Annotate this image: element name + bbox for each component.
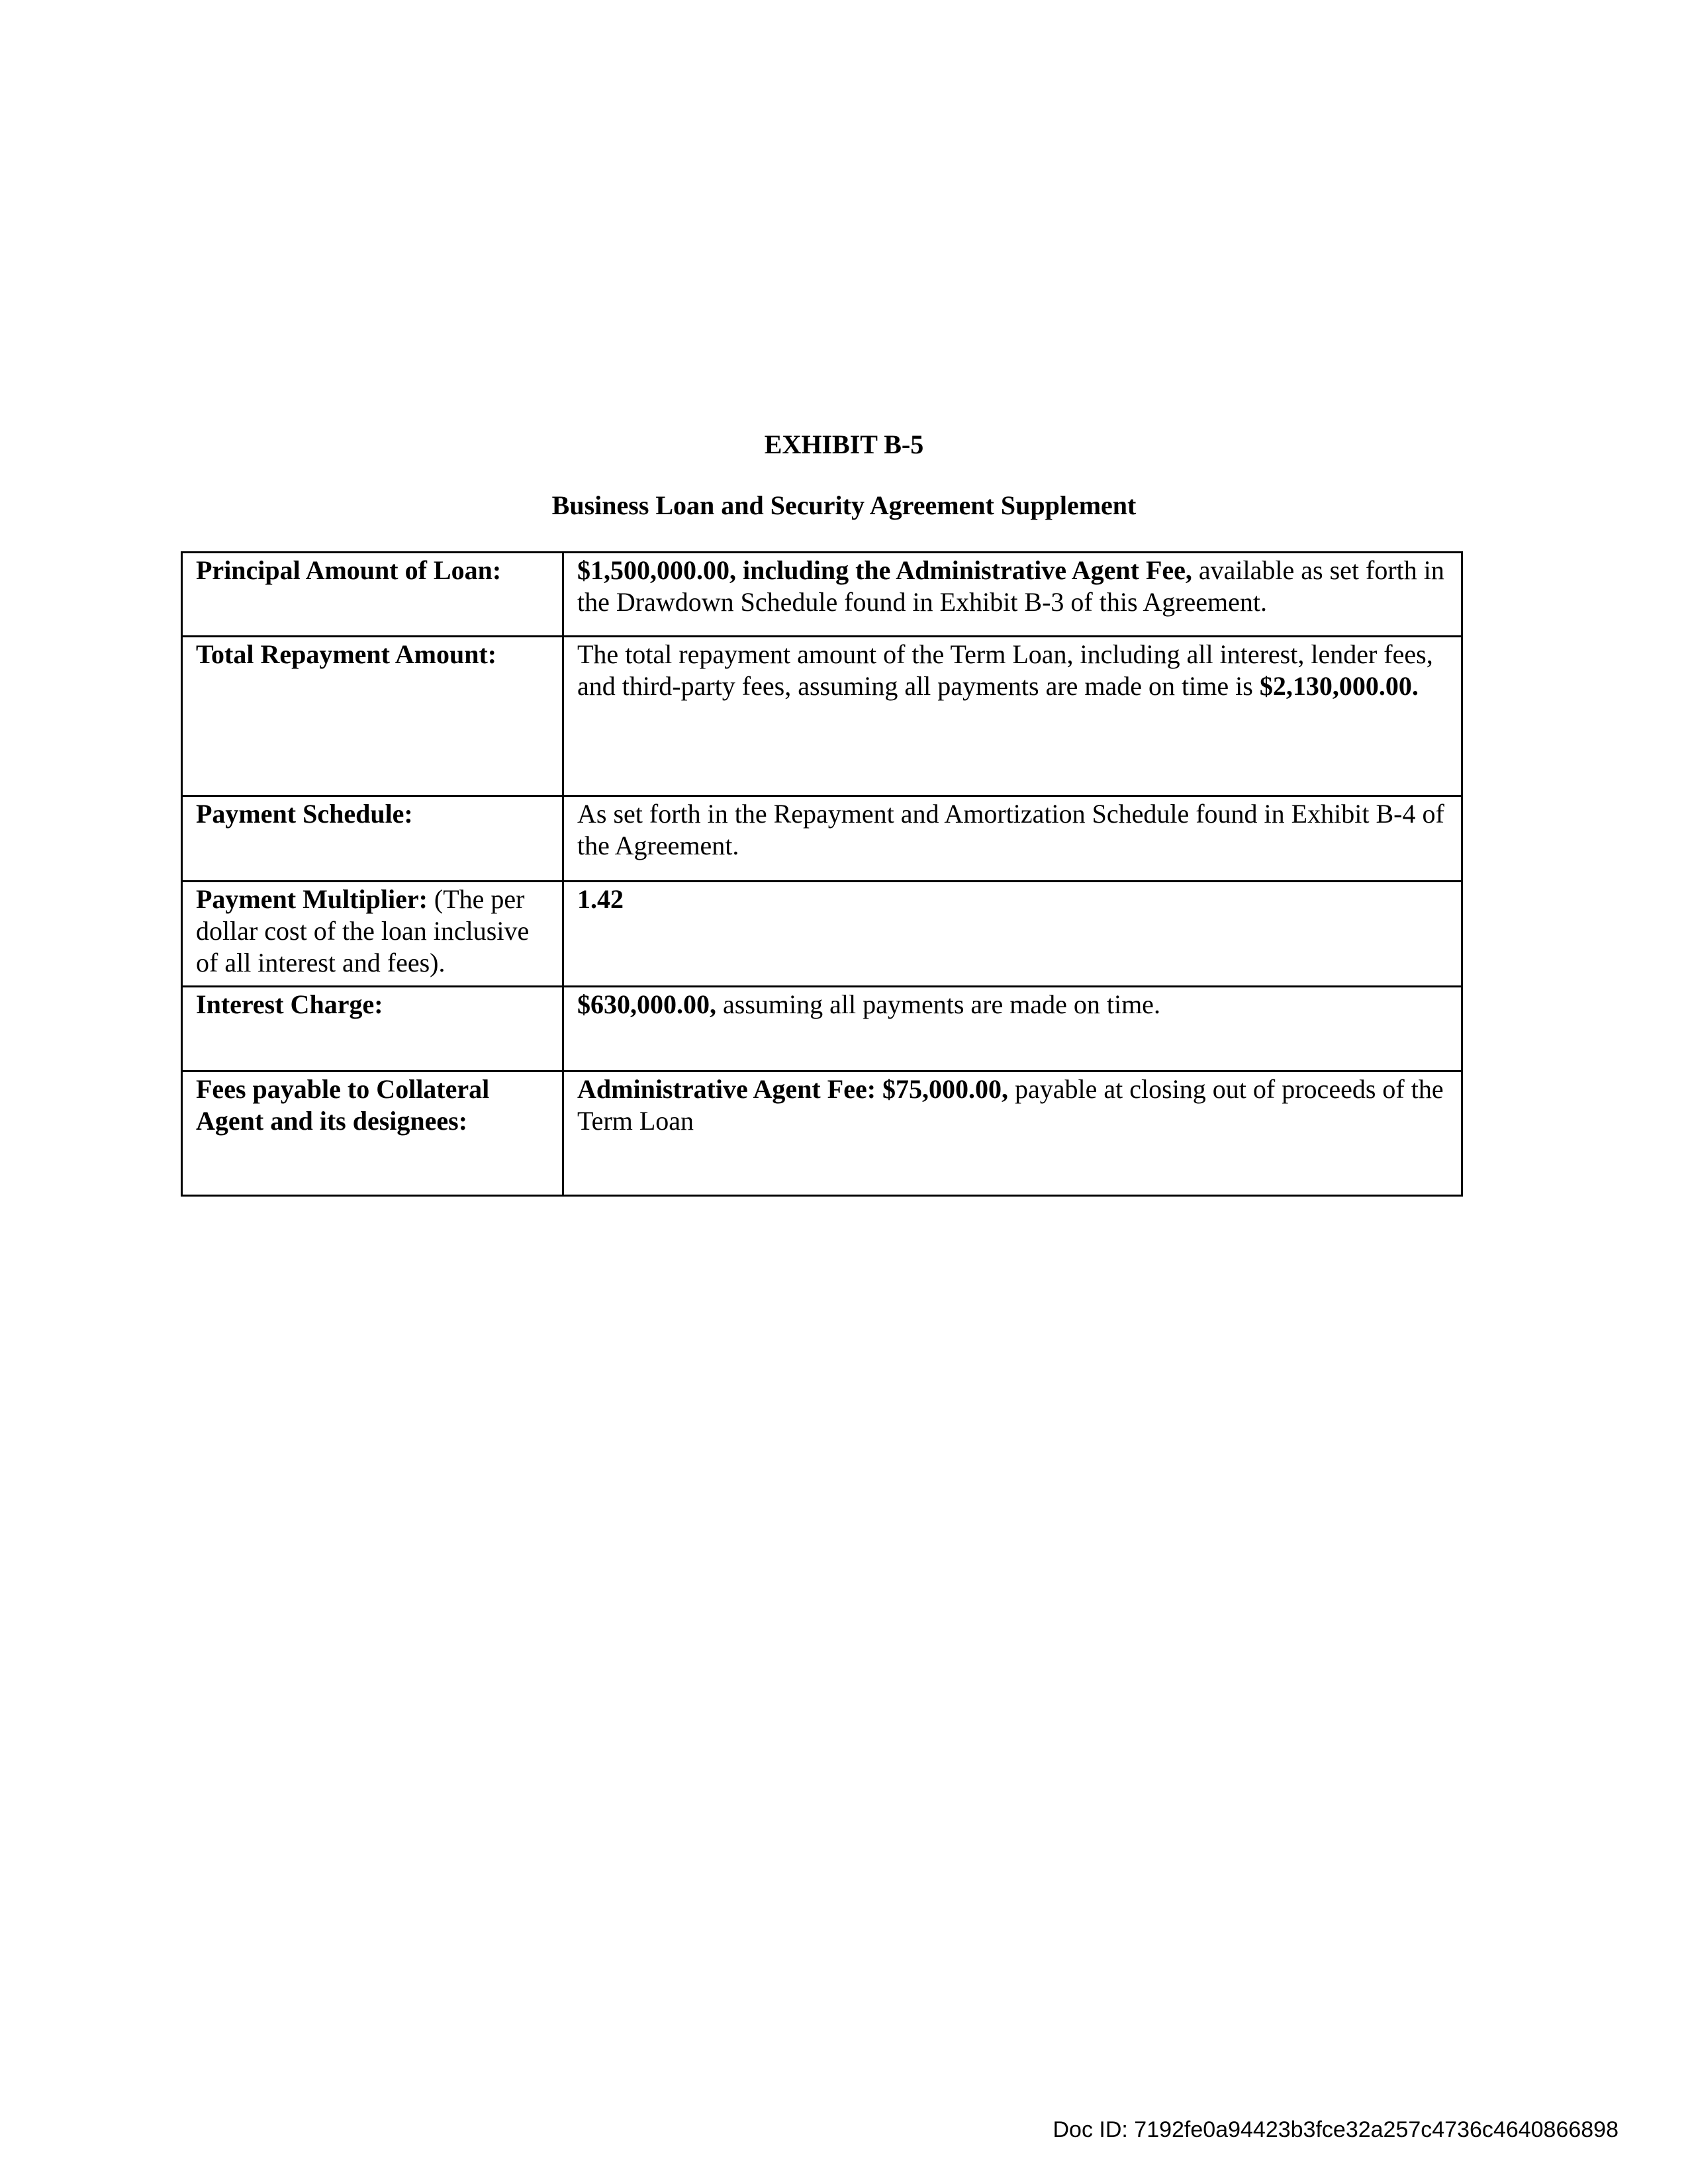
table-row-payment-schedule — [182, 796, 1462, 882]
doc-id-footer: Doc ID: 7192fe0a94423b3fce32a257c4736c4640866898 — [1053, 2117, 1618, 2142]
row-value-cell — [563, 882, 1462, 987]
row-value-text: As set forth in the Repayment and Amortization Schedule found in Exhibit B-4 of the Agreement. — [577, 799, 1444, 860]
row-label-cell — [182, 637, 563, 796]
row-value-cell — [563, 553, 1462, 637]
row-value-cell — [563, 1071, 1462, 1196]
row-label-cell — [182, 1071, 563, 1196]
row-label-cell — [182, 796, 563, 882]
row-value-bold: 1.42 — [577, 884, 624, 914]
row-label-text: (The per dollar cost of the loan inclusive of all interest and fees). — [196, 884, 530, 978]
row-label-cell — [182, 553, 563, 637]
row-value-cell — [563, 637, 1462, 796]
exhibit-title: EXHIBIT B-5 — [764, 430, 924, 459]
row-label: Fees payable to Collateral Agent and its designees: — [196, 1074, 490, 1136]
row-label-bold: Payment Multiplier: — [196, 884, 428, 914]
row-value-text: available as set forth in the Drawdown Schedule found in Exhibit B-3 of this Agreement. — [577, 555, 1444, 617]
row-value-bold: Administrative Agent Fee: $75,000.00, — [577, 1074, 1009, 1104]
exhibit-subtitle: Business Loan and Security Agreement Supplement — [551, 490, 1137, 520]
row-value-bold: $1,500,000.00, including the Administrative Agent Fee, — [577, 555, 1192, 585]
row-label: Payment Schedule: — [196, 799, 413, 829]
row-value-cell — [563, 796, 1462, 882]
row-label-cell — [182, 882, 563, 987]
table-row-principal-amount — [182, 553, 1462, 637]
table-row-interest-charge — [182, 987, 1462, 1071]
row-label: Principal Amount of Loan: — [196, 555, 502, 585]
row-value-cell — [563, 987, 1462, 1071]
table-row-payment-multiplier — [182, 882, 1462, 987]
table-row-total-repayment — [182, 637, 1462, 796]
row-value-bold: $630,000.00, — [577, 989, 716, 1019]
row-label: Total Repayment Amount: — [196, 639, 497, 669]
loan-terms-table — [181, 551, 1463, 1197]
row-value-text: The total repayment amount of the Term Loan, including all interest, lender fees, and third-party fees, assuming all payments are made on time is — [577, 639, 1433, 701]
row-label-cell — [182, 987, 563, 1071]
row-value-text: payable at closing out of proceeds of the Term Loan — [577, 1074, 1444, 1136]
row-value-bold: $2,130,000.00. — [1259, 671, 1419, 701]
table-row-collateral-fees — [182, 1071, 1462, 1196]
row-label: Interest Charge: — [196, 989, 383, 1019]
row-value-text: assuming all payments are made on time. — [716, 989, 1160, 1019]
